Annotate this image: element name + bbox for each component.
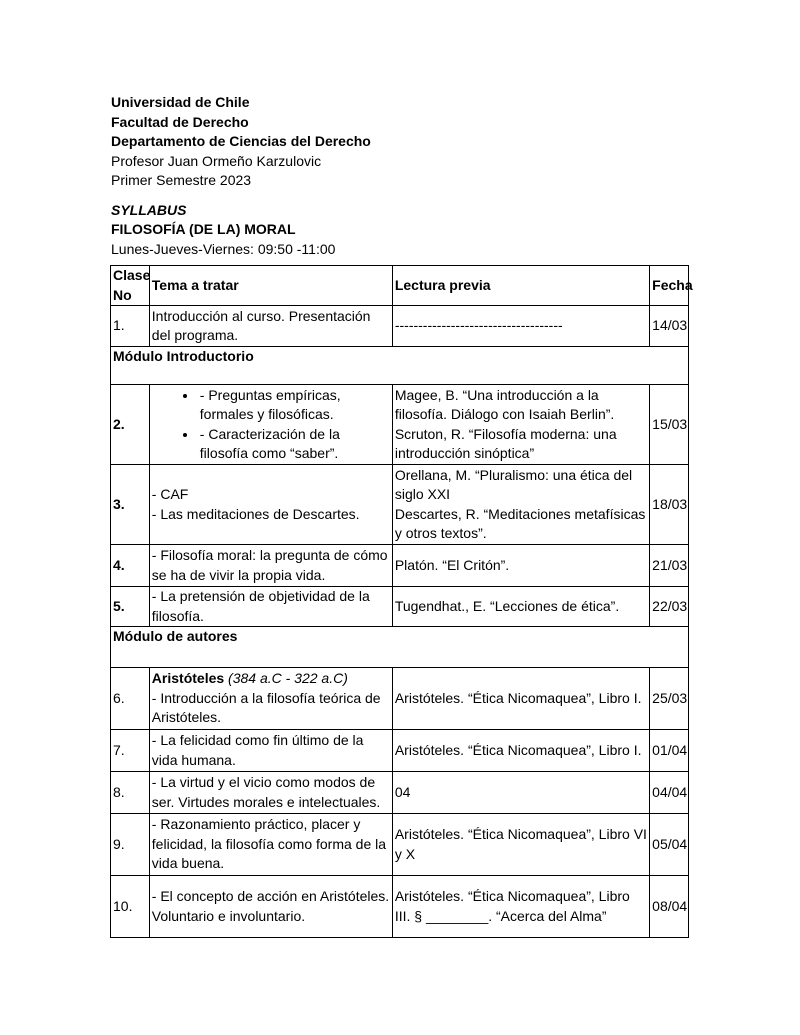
row-topic: - Filosofía moral: la pregunta de cómo se ha de vivir la propia vida. [149, 545, 392, 587]
row-number: 10. [111, 876, 150, 938]
row-reading: Magee, B. “Una introducción a la filosofía. Diálogo con Isaiah Berlin”. Scruton, R. “Filosofía moderna: una introducción sinóptica” [392, 385, 649, 465]
row-number: 3. [111, 465, 150, 545]
semester: Primer Semestre 2023 [111, 172, 252, 188]
row-number: 4. [111, 545, 150, 587]
module-title: Módulo de autores [111, 627, 689, 668]
syllabus-table [110, 265, 693, 938]
row-date: 22/03 [650, 587, 689, 627]
table-row [111, 385, 689, 465]
table-row [111, 465, 689, 545]
row-date: 21/03 [650, 545, 689, 587]
row-date: 04/04 [650, 772, 689, 814]
list-item: • - Caracterización de la filosofía como “saber”. [198, 425, 391, 464]
row-reading: Tugendhat., E. “Lecciones de ética”. [392, 587, 649, 627]
row-date: 14/03 [650, 306, 689, 347]
row-date: 15/03 [650, 385, 689, 465]
module-row [111, 347, 689, 385]
row-date: 05/04 [650, 814, 689, 876]
row-reading: Platón. “El Critón”. [392, 545, 649, 587]
schedule: Lunes-Jueves-Viernes: 09:50 -11:00 [111, 240, 336, 257]
row-number: 6. [111, 668, 150, 730]
row-topic [149, 465, 392, 545]
row-reading: Aristóteles. “Ética Nicomaquea”, Libro I. [392, 668, 649, 730]
syllabus-label: SYLLABUS [111, 201, 187, 218]
header-lectura: Lectura previa [392, 266, 649, 306]
topic-line: - CAF [151, 486, 189, 502]
header-tema: Tema a tratar [149, 266, 392, 306]
table-row [111, 587, 689, 627]
table-row [111, 772, 689, 814]
topic-bullet-list [152, 386, 391, 464]
row-reading [392, 465, 649, 545]
list-item: • - Preguntas empíricas, formales y filosóficas. [198, 386, 391, 425]
row-number: 8. [111, 772, 150, 814]
topic-line: - Las meditaciones de Descartes. [151, 505, 360, 522]
course-title: FILOSOFÍA (DE LA) MORAL [111, 221, 296, 237]
row-date: 08/04 [650, 876, 689, 938]
row-number: 2. [111, 385, 150, 465]
row-reading: ------------------------------------ [392, 306, 649, 347]
row-number: 9. [111, 814, 150, 876]
table-header-row [111, 266, 689, 306]
table-row [111, 306, 689, 347]
row-topic [149, 668, 392, 730]
row-topic: - Razonamiento práctico, placer y felicidad, la filosofía como forma de la vida buena. [149, 814, 392, 876]
topic-line: - Introducción a la filosofía teórica de Aristóteles. [151, 689, 381, 726]
faculty-name: Facultad de Derecho [111, 113, 249, 130]
row-reading: Aristóteles. “Ética Nicomaquea”, Libro III. § ________. “Acerca del Alma” [392, 876, 649, 938]
reading-line: Descartes, R. “Meditaciones metafísicas y otros textos”. [394, 505, 646, 541]
module-row [111, 627, 689, 668]
row-topic [149, 385, 392, 465]
table-row [111, 814, 689, 876]
row-reading: Aristóteles. “Ética Nicomaquea”, Libro VI y X [392, 814, 649, 876]
author-dates: (384 a.C - 322 a.C) [228, 670, 348, 687]
document-header [111, 93, 371, 259]
row-topic: Introducción al curso. Presentación del programa. [149, 306, 392, 347]
professor-name: Profesor Juan Ormeño Karzulovic [111, 152, 322, 169]
module-title: Módulo Introductorio [111, 347, 689, 385]
row-date: 25/03 [650, 668, 689, 730]
row-date: 18/03 [650, 465, 689, 545]
university-name: Universidad de Chile [111, 94, 250, 110]
table-row [111, 545, 689, 587]
row-number: 5. [111, 587, 150, 627]
row-topic: - La pretensión de objetividad de la filosofía. [149, 587, 392, 627]
row-number: 7. [111, 730, 150, 772]
header-clase: Clase No [111, 266, 150, 306]
row-number: 1. [111, 306, 150, 347]
author-heading [152, 669, 391, 689]
row-topic: - La felicidad como fin último de la vida humana. [149, 730, 392, 772]
row-topic: - El concepto de acción en Aristóteles. Voluntario e involuntario. [149, 876, 392, 938]
author-name: Aristóteles [151, 670, 225, 687]
department-name: Departamento de Ciencias del Derecho [111, 133, 371, 149]
row-date: 01/04 [650, 730, 689, 772]
table-row [111, 668, 689, 730]
row-reading: 04 [392, 772, 649, 814]
table-row [111, 876, 689, 938]
row-reading: Aristóteles. “Ética Nicomaquea”, Libro I. [392, 730, 649, 772]
row-topic: - La virtud y el vicio como modos de ser. Virtudes morales e intelectuales. [149, 772, 392, 814]
table-row [111, 730, 689, 772]
header-fecha: Fecha [650, 266, 689, 306]
reading-line: Orellana, M. “Pluralismo: una ética del siglo XXI [394, 466, 633, 502]
